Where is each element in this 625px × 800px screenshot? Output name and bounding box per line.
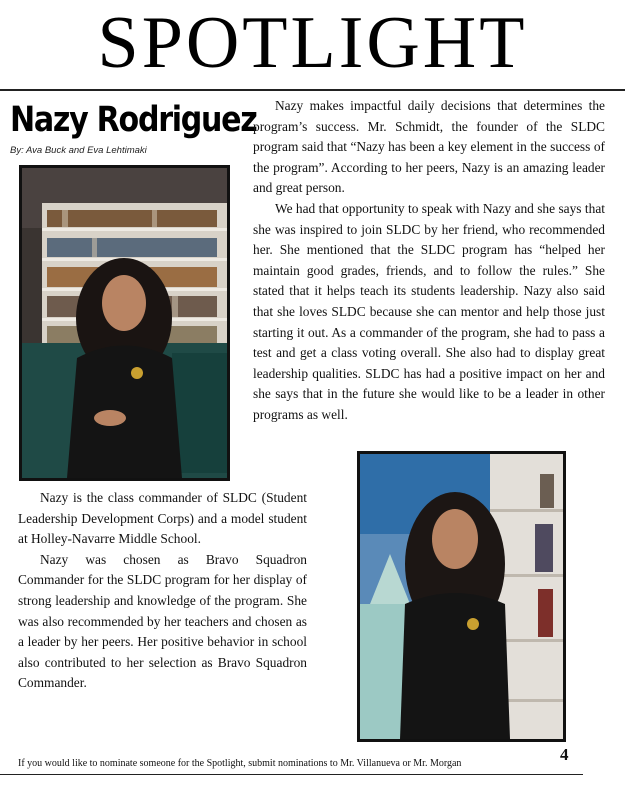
article-paragraph: We had that opportunity to speak with Nazy and she says that she was inspired to join SLDC by her friend, who recommended her. She mentioned that the SLDC program has “helped her maintain good grades, friends, and to follow the rules.” She stated that it helps teach its students leadership. Nazy also said that she loves SLDC because she can mentor and help those just starting it out. As a commander of the program, she had to pass a test and get a class voting overall. She also had to display great leadership qualities. SLDC has had a positive impact on her and she says that in the future she would like to be a leader in other programs as well. bbox=[253, 200, 605, 422]
article-paragraph: Nazy was chosen as Bravo Squadron Commander for the SLDC program for her display of strong leadership and knowledge of the program. She was also recommended by her teachers and chosen as a leader by her peers. Her positive behavior in school also contributed to her selection as Bravo Squadron Commander. bbox=[18, 551, 307, 691]
article-body-left-column bbox=[18, 488, 307, 694]
article-paragraph: Nazy is the class commander of SLDC (Student Leadership Development Corps) and a model student at Holley-Navarre Middle School. bbox=[18, 490, 307, 547]
footer-divider bbox=[0, 774, 583, 775]
masthead bbox=[0, 0, 625, 86]
newsletter-title: SPOTLIGHT bbox=[97, 2, 528, 84]
page-number: 4 bbox=[560, 745, 569, 764]
article-headline: Nazy Rodriguez bbox=[10, 100, 257, 140]
article-byline: By: Ava Buck and Eva Lehtimaki bbox=[10, 145, 147, 156]
standing-portrait-image bbox=[360, 454, 563, 739]
masthead-divider bbox=[0, 89, 625, 91]
footer-note: If you would like to nominate someone for the Spotlight, submit nominations to Mr. Villanueva or Mr. Morgan bbox=[18, 758, 462, 769]
seated-portrait-image bbox=[22, 168, 227, 478]
article-body-right-column bbox=[253, 96, 605, 426]
portrait-photo-standing bbox=[357, 451, 566, 742]
article-paragraph: Nazy makes impactful daily decisions that determines the program’s success. Mr. Schmidt, the founder of the SLDC program said that “Nazy has been a key element in the success of the program”. According to her peers, Nazy is an amazing leader and great person. bbox=[253, 98, 605, 196]
portrait-photo-seated bbox=[19, 165, 230, 481]
